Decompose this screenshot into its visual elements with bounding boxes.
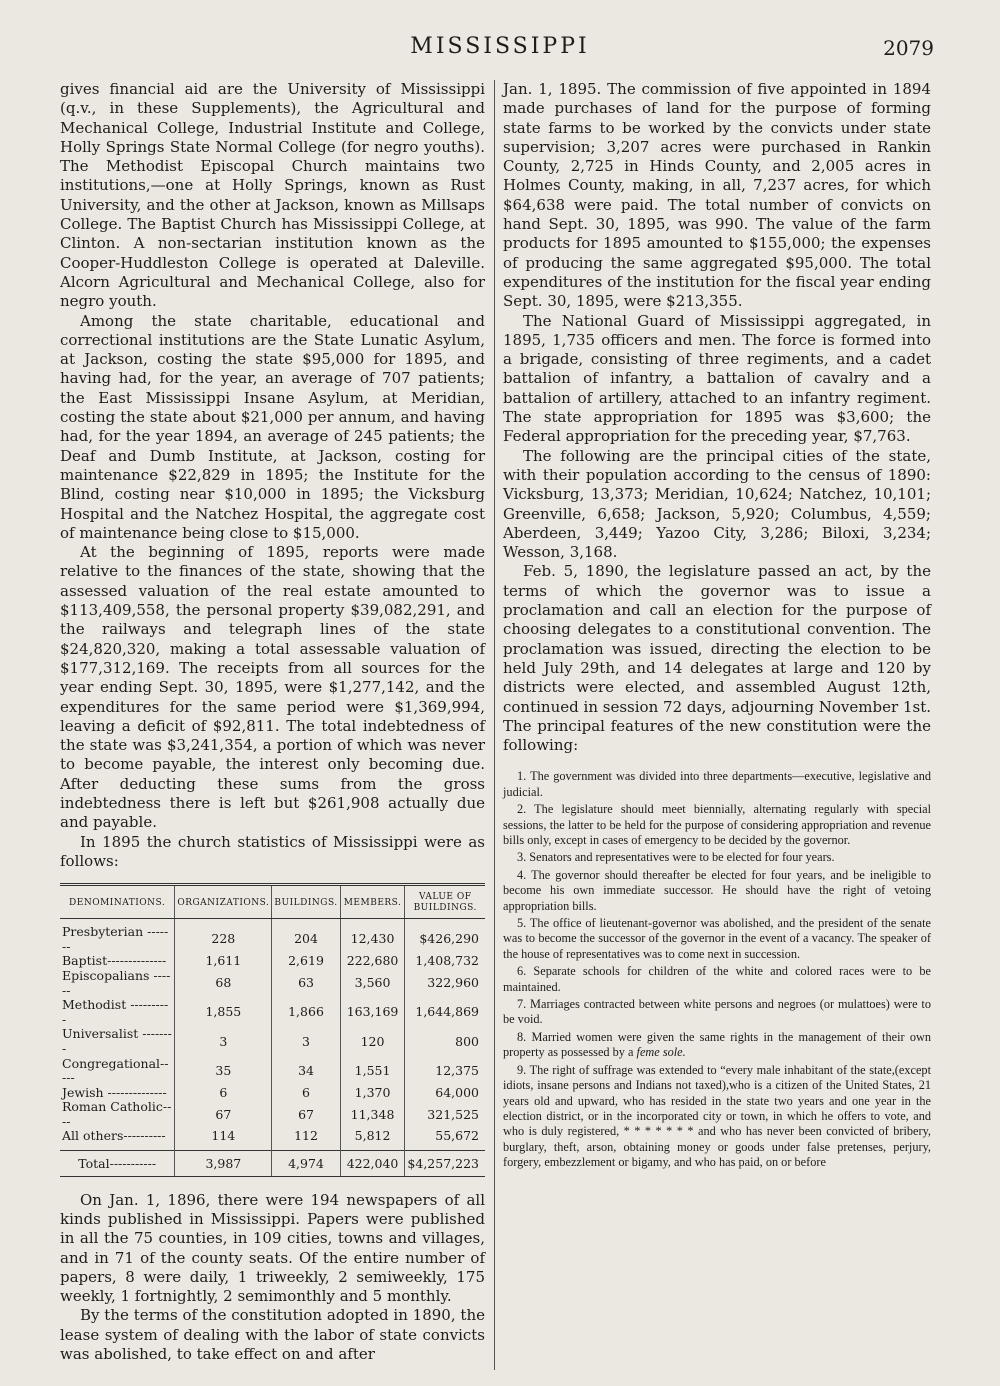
list-item: 6. Separate schools for children of the white and colored races were to be maintained. [503,964,931,994]
denomination-cell: Jewish -------------- [62,1084,167,1100]
organizations-cell: 1,855 [175,998,272,1027]
members-cell: 5,812 [340,1129,405,1150]
table-total-row [60,1151,485,1177]
column-divider [494,80,495,1370]
column-header: BUILDINGS. [272,885,340,919]
table-row [60,1057,485,1086]
organizations-cell: 1,611 [175,954,272,969]
paragraph: At the beginning of 1895, reports were made relative to the finances of the state, showing that the assessed valuation of the real estate amounted to $113,409,558, the personal property $39,082,291, and the railways and telegraph lines of the state $24,820,320, making a total assessable valuation of $177,312,169. The receipts from all sources for the year ending Sept. 30, 1895, were $1,277,142, and the expenditures for the same period were $1,369,994, leaving a deficit of $92,811. The total indebtedness of the state was $3,241,354, a portion of which was never to become payable, the interest only becoming due. After deducting these sums from the gross indebtedness there is left but $261,908 actually due and payable. [60,543,485,832]
denomination-cell: All others---------- [62,1128,166,1144]
list-item: 9. The right of suffrage was extended to “every male inhabitant of the state,(except idiots, insane persons and Indians not taxed),who is a citizen of the United States, 21 years old and upward, who has resided in the state two years and one year in the election district, or in the incorporated city or town, in which he offers to vote, and who is duly registered, * * * * * * * and who has never been convicted of bribery, burglary, theft, arson, obtaining money or goods under false pretenses, perjury, forgery, embezzlement or bigamy, and who has paid, on or before [503,1062,931,1170]
table-row [60,919,485,955]
table-row [60,954,485,969]
church-statistics-table [60,883,485,1177]
column-header: DENOMINATIONS. [60,885,175,919]
paragraph: Among the state charitable, educational and correctional institutions are the State Lunatic Asylum, at Jackson, costing the state $95,000 for 1895, and having had, for the year, an average of 707 patients; the East Mississippi Insane Asylum, at Meridian, costing the state about $21,000 per annum, and having had, for the year 1894, an average of 245 patients; the Deaf and Dumb Institute, at Jackson, costing for maintenance $22,829 in 1895; the Institute for the Blind, costing near $10,000 in 1895; the Vicksburg Hospital and the Natchez Hospital, the aggregate cost of maintenance being close to $15,000. [60,311,485,542]
list-item [503,1030,931,1061]
denomination-cell: Universalist -------- [62,1026,172,1056]
paragraph: gives financial aid are the University of Mississippi (q.v., in these Supplements), the Agricultural and Mechanical College, Industrial Institute and College, Holly Springs State Normal College (for negro youths). The Methodist Episcopal Church maintains two institutions,—one at Holly Springs, known as Rust University, and the other at Jackson, known as Millsaps College. The Baptist Church has Mississippi College, at Clinton. A non-sectarian institution known as the Cooper-Huddleston College is operated at Daleville. Alcorn Agricultural and Mechanical College, also for negro youth. [60,80,485,311]
list-item-text: 8. Married women were given the same rights in the management of their own property as possessed by a [503,1029,931,1060]
organizations-cell: 6 [175,1086,272,1101]
table-row [60,998,485,1027]
organizations-cell: 228 [175,919,272,955]
column-header: MEMBERS. [340,885,405,919]
table-header-row [60,885,485,919]
organizations-cell: 67 [175,1100,272,1129]
right-column [503,80,931,1173]
table-row [60,1027,485,1056]
italic-term: feme sole. [636,1045,686,1060]
denomination-cell: Baptist-------------- [62,953,167,969]
page-title: MISSISSIPPI [410,34,590,59]
value-total: $4,257,223 [405,1151,485,1177]
members-cell: 11,348 [340,1100,405,1129]
running-head [0,34,1000,68]
value-cell: 322,960 [405,969,485,998]
list-item: 5. The office of lieutenant-governor was abolished, and the president of the senate was to become the successor of the governor in the event of a vacancy. The speaker of the house of representatives was to come next in succession. [503,916,931,961]
denomination-cell: Congregational----- [62,1055,169,1086]
organizations-total: 3,987 [175,1151,272,1177]
members-cell: 222,680 [340,954,405,969]
page-number: 2079 [883,36,934,60]
paragraph: The National Guard of Mississippi aggregated, in 1895, 1,735 officers and men. The force is formed into a brigade, consisting of three regiments, and a cadet battalion of infantry, a battalion of cavalry and a battalion of artillery, attached to an infantry regiment. The state appropriation for 1895 was $3,600; the Federal appropriation for the preceding year, $7,763. [503,311,931,446]
table-row [60,969,485,998]
members-cell: 3,560 [340,969,405,998]
list-item: 4. The governor should thereafter be elected for four years, and be ineligible to become his own immediate successor. He should have the right of vetoing appropriation bills. [503,867,931,913]
paragraph: The following are the principal cities of the state, with their population according to the census of 1890: Vicksburg, 13,373; Meridian, 10,624; Natchez, 10,101; Greenville, 6,658; Jackson, 5,920; Columbus, 4,559; Aberdeen, 3,449; Yazoo City, 3,286; Biloxi, 3,234; Wesson, 3,168. [503,446,931,562]
list-item: 1. The government was divided into three departments—executive, legislative and judicial. [503,769,931,799]
list-item: 7. Marriages contracted between white persons and negroes (or mulattoes) were to be void. [503,997,931,1027]
table-row [60,1086,485,1101]
value-cell: 64,000 [405,1086,485,1101]
value-cell: 1,644,869 [405,998,485,1027]
value-cell: 800 [405,1027,485,1056]
value-cell: 12,375 [405,1057,485,1086]
paragraph: By the terms of the constitution adopted in 1890, the lease system of dealing with the labor of state convicts was abolished, to take effect on and after [60,1306,485,1364]
table-row [60,1129,485,1150]
denomination-cell: Presbyterian ------- [62,924,169,954]
members-cell: 1,551 [340,1057,405,1086]
buildings-cell: 34 [272,1057,340,1086]
table-row [60,1100,485,1129]
denomination-cell: Episcopalians ------ [62,967,171,998]
buildings-cell: 6 [272,1086,340,1101]
constitution-features-list [503,769,931,1170]
members-total: 422,040 [340,1151,405,1177]
buildings-cell: 63 [272,969,340,998]
paragraph: Jan. 1, 1895. The commission of five appointed in 1894 made purchases of land for the purpose of forming state farms to be worked by the convicts under state supervision; 3,207 acres were purchased in Rankin County, 2,725 in Hinds County, and 2,005 acres in Holmes County, making, in all, 7,237 acres, for which $64,638 were paid. The total number of convicts on hand Sept. 30, 1895, was 990. The value of the farm products for 1895 amounted to $155,000; the expenses of producing the same aggregated $95,000. The total expenditures of the institution for the fiscal year ending Sept. 30, 1895, were $213,355. [503,80,931,311]
total-label: Total----------- [60,1151,175,1177]
members-cell: 120 [340,1027,405,1056]
column-header: VALUE OF BUILDINGS. [405,885,485,919]
members-cell: 12,430 [340,919,405,955]
value-cell: $426,290 [405,919,485,955]
denomination-cell: Roman Catholic---- [62,1099,172,1129]
buildings-cell: 2,619 [272,954,340,969]
organizations-cell: 3 [175,1027,272,1056]
organizations-cell: 68 [175,969,272,998]
buildings-cell: 204 [272,919,340,955]
value-cell: 55,672 [405,1129,485,1150]
organizations-cell: 35 [175,1057,272,1086]
value-cell: 321,525 [405,1100,485,1129]
paragraph: Feb. 5, 1890, the legislature passed an act, by the terms of which the governor was to issue a proclamation and call an election for the purpose of choosing delegates to a constitutional convention. The proclamation was issued, directing the election to be held July 29th, and 14 delegates at large and 120 by districts were elected, and assembled August 12th, continued in session 72 days, adjourning November 1st. The principal features of the new constitution were the following: [503,562,931,755]
organizations-cell: 114 [175,1129,272,1150]
paragraph: On Jan. 1, 1896, there were 194 newspapers of all kinds published in Mississippi. Papers were published in all the 75 counties, in 109 cities, towns and villages, and in 71 of the county seats. Of the entire number of papers, 8 were daily, 1 triweekly, 2 semiweekly, 175 weekly, 1 fortnightly, 2 semimonthly and 5 monthly. [60,1190,485,1306]
column-header: ORGANIZATIONS. [175,885,272,919]
members-cell: 1,370 [340,1086,405,1101]
paragraph: In 1895 the church statistics of Mississippi were as follows: [60,832,485,870]
buildings-cell: 3 [272,1027,340,1056]
members-cell: 163,169 [340,998,405,1027]
denomination-cell: Methodist ---------- [62,997,169,1027]
buildings-cell: 1,866 [272,998,340,1027]
buildings-cell: 112 [272,1129,340,1150]
list-item: 3. Senators and representatives were to be elected for four years. [517,850,835,865]
value-cell: 1,408,732 [405,954,485,969]
buildings-total: 4,974 [272,1151,340,1177]
list-item: 2. The legislature should meet biennially, alternating regularly with special sessions, the latter to be held for the purpose of considering appropriation and revenue bills only, except in cases of emergency to be decided by the governor. [503,802,931,848]
left-column [60,80,485,1364]
buildings-cell: 67 [272,1100,340,1129]
